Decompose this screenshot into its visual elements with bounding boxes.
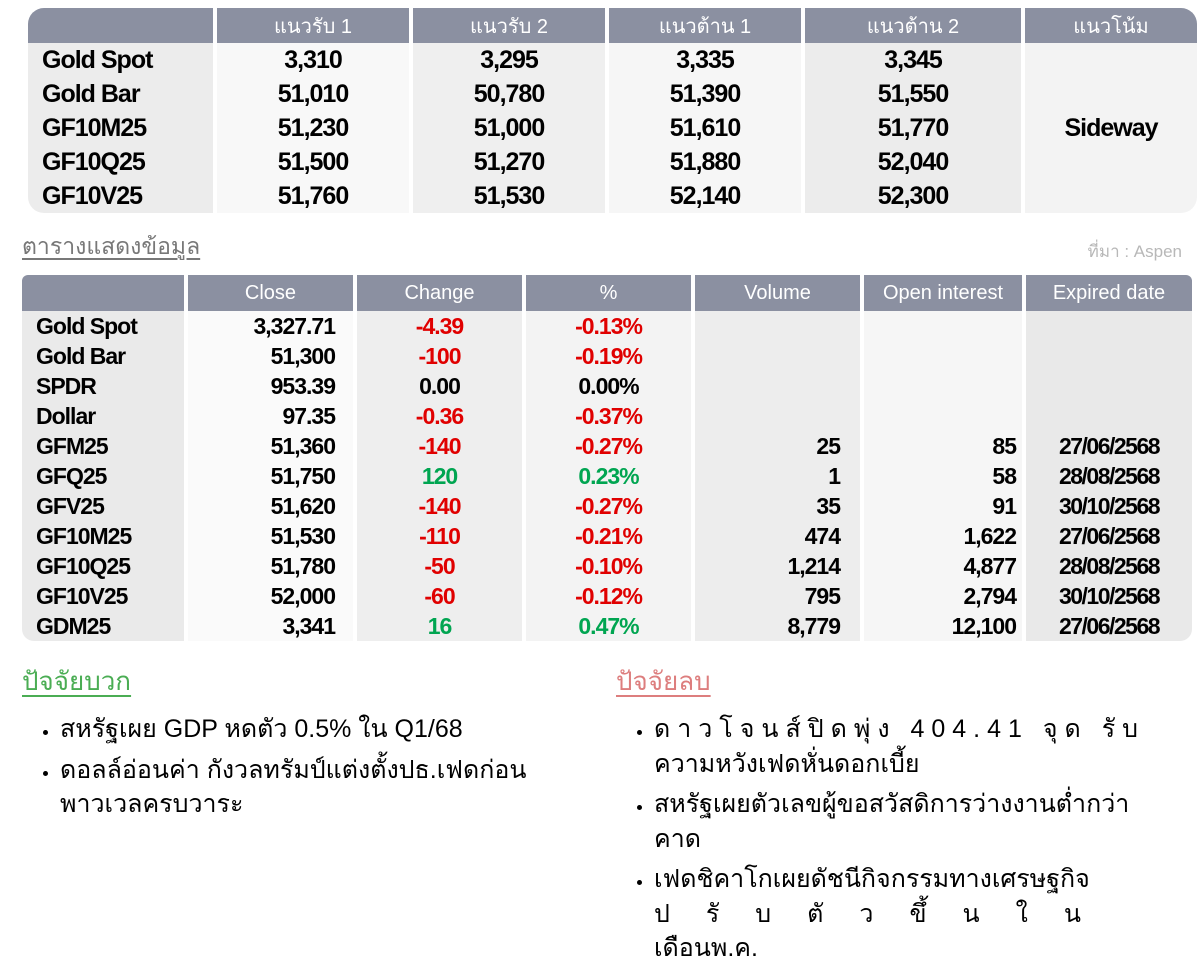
instrument-name-cell: Gold Spot	[22, 311, 184, 341]
close-cell: 51,300	[188, 341, 353, 371]
expired-date-cell	[1026, 401, 1192, 431]
instrument-name-cell: GDM25	[22, 611, 184, 641]
data-table-title: ตารางแสดงข้อมูล	[22, 233, 201, 259]
support-1-cell: 3,310	[217, 43, 409, 77]
open-interest-cell	[864, 371, 1022, 401]
close-cell: 51,530	[188, 521, 353, 551]
expired-date-cell: 28/08/2568	[1026, 551, 1192, 581]
change-cell: 120	[357, 461, 522, 491]
change-cell: -4.39	[357, 311, 522, 341]
close-cell: 51,620	[188, 491, 353, 521]
bullet-line: • ดอลล์อ่อนค่า กังวลทรัมป์แต่งตั้งปธ.เฟดก่อน	[60, 755, 527, 784]
open-interest-cell: 91	[864, 491, 1022, 521]
support-1-cell: 51,230	[217, 111, 409, 145]
positive-factors-list	[22, 712, 588, 822]
dt-header-close: Close	[188, 275, 353, 311]
dt-header-percent: %	[526, 275, 691, 311]
positive-factors-section	[22, 661, 588, 960]
volume-cell: 474	[695, 521, 860, 551]
change-cell: -140	[357, 491, 522, 521]
instrument-name-cell: Gold Bar	[28, 77, 213, 111]
open-interest-cell	[864, 311, 1022, 341]
resistance-2-cell: 51,770	[805, 111, 1021, 145]
open-interest-cell: 85	[864, 431, 1022, 461]
negative-factors-title: ปัจจัยลบ	[616, 666, 711, 696]
resistance-2-cell: 52,300	[805, 179, 1021, 213]
instrument-name-cell: GF10Q25	[22, 551, 184, 581]
instrument-name-cell: Dollar	[22, 401, 184, 431]
levels-header-support-1: แนวรับ 1	[217, 8, 409, 43]
dt-header-expired-date: Expired date	[1026, 275, 1192, 311]
change-cell: -100	[357, 341, 522, 371]
instrument-name-cell: GF10V25	[22, 581, 184, 611]
resistance-2-cell: 52,040	[805, 145, 1021, 179]
open-interest-cell	[864, 341, 1022, 371]
instrument-name-cell: GF10M25	[22, 521, 184, 551]
change-cell: -110	[357, 521, 522, 551]
bullet-line: ความหวังเฟดหั่นดอกเบี้ย	[654, 749, 920, 778]
dt-header-change: Change	[357, 275, 522, 311]
close-cell: 51,360	[188, 431, 353, 461]
volume-cell: 8,779	[695, 611, 860, 641]
expired-date-cell: 27/06/2568	[1026, 611, 1192, 641]
levels-header-trend: แนวโน้ม	[1025, 8, 1197, 43]
negative-factors-section	[616, 661, 1182, 960]
instrument-name-cell: SPDR	[22, 371, 184, 401]
negative-factor-item	[654, 712, 1182, 781]
instrument-name-cell: GF10Q25	[28, 145, 213, 179]
close-cell: 953.39	[188, 371, 353, 401]
support-2-cell: 51,270	[413, 145, 605, 179]
close-cell: 97.35	[188, 401, 353, 431]
expired-date-cell: 30/10/2568	[1026, 491, 1192, 521]
support-1-cell: 51,500	[217, 145, 409, 179]
instrument-name-cell: Gold Spot	[28, 43, 213, 77]
percent-change-cell: -0.21%	[526, 521, 691, 551]
percent-change-cell: -0.13%	[526, 311, 691, 341]
close-cell: 52,000	[188, 581, 353, 611]
bullet-line: • ดาวโจนส์ปิดพุ่ง 404.41 จุด รับ	[654, 715, 1146, 743]
percent-change-cell: -0.27%	[526, 491, 691, 521]
dt-header-volume: Volume	[695, 275, 860, 311]
bullet-line: เดือนพ.ค.	[654, 934, 758, 960]
support-2-cell: 51,000	[413, 111, 605, 145]
dt-header-blank	[22, 275, 184, 311]
open-interest-cell	[864, 401, 1022, 431]
open-interest-cell: 2,794	[864, 581, 1022, 611]
instrument-name-cell: GFV25	[22, 491, 184, 521]
support-1-cell: 51,760	[217, 179, 409, 213]
positive-factor-item	[60, 753, 588, 822]
source-note: ที่มา : Aspen	[1087, 242, 1182, 261]
percent-change-cell: -0.10%	[526, 551, 691, 581]
instrument-name-cell: GFQ25	[22, 461, 184, 491]
support-1-cell: 51,010	[217, 77, 409, 111]
bullet-line: คาด	[654, 824, 701, 853]
resistance-1-cell: 51,610	[609, 111, 801, 145]
volume-cell: 1	[695, 461, 860, 491]
expired-date-cell: 30/10/2568	[1026, 581, 1192, 611]
percent-change-cell: 0.00%	[526, 371, 691, 401]
volume-cell	[695, 371, 860, 401]
close-cell: 51,750	[188, 461, 353, 491]
expired-date-cell: 27/06/2568	[1026, 521, 1192, 551]
resistance-1-cell: 52,140	[609, 179, 801, 213]
levels-header-blank	[28, 8, 213, 43]
volume-cell	[695, 311, 860, 341]
change-cell: 16	[357, 611, 522, 641]
support-2-cell: 51,530	[413, 179, 605, 213]
positive-factor-item	[60, 712, 588, 747]
bullet-line: • เฟดชิคาโกเผยดัชนีกิจกรรมทางเศรษฐกิจ	[654, 865, 1090, 893]
volume-cell: 1,214	[695, 551, 860, 581]
instrument-name-cell: GF10M25	[28, 111, 213, 145]
change-cell: -60	[357, 581, 522, 611]
caption-row	[22, 229, 1182, 265]
volume-cell: 25	[695, 431, 860, 461]
instrument-name-cell: Gold Bar	[22, 341, 184, 371]
instrument-name-cell: GFM25	[22, 431, 184, 461]
resistance-1-cell: 51,390	[609, 77, 801, 111]
support-2-cell: 3,295	[413, 43, 605, 77]
expired-date-cell	[1026, 341, 1192, 371]
open-interest-cell: 1,622	[864, 521, 1022, 551]
levels-header-support-2: แนวรับ 2	[413, 8, 605, 43]
bullet-line: • สหรัฐเผย GDP หดตัว 0.5% ใน Q1/68	[60, 715, 463, 743]
open-interest-cell: 4,877	[864, 551, 1022, 581]
bullet-line: • สหรัฐเผยตัวเลขผู้ขอสวัสดิการว่างงานต่ำกว่า	[654, 790, 1130, 818]
support-2-cell: 50,780	[413, 77, 605, 111]
resistance-2-cell: 51,550	[805, 77, 1021, 111]
close-cell: 51,780	[188, 551, 353, 581]
bullet-line: ปรับตัวขึ้นใน	[654, 899, 1117, 928]
volume-cell: 795	[695, 581, 860, 611]
expired-date-cell	[1026, 311, 1192, 341]
expired-date-cell	[1026, 371, 1192, 401]
levels-table	[28, 8, 1200, 213]
percent-change-cell: -0.12%	[526, 581, 691, 611]
change-cell: 0.00	[357, 371, 522, 401]
change-cell: -140	[357, 431, 522, 461]
percent-change-cell: 0.47%	[526, 611, 691, 641]
close-cell: 3,327.71	[188, 311, 353, 341]
percent-change-cell: -0.37%	[526, 401, 691, 431]
percent-change-cell: -0.27%	[526, 431, 691, 461]
close-cell: 3,341	[188, 611, 353, 641]
open-interest-cell: 12,100	[864, 611, 1022, 641]
levels-header-resistance-1: แนวต้าน 1	[609, 8, 801, 43]
expired-date-cell: 28/08/2568	[1026, 461, 1192, 491]
resistance-1-cell: 51,880	[609, 145, 801, 179]
negative-factor-item	[654, 787, 1182, 856]
resistance-1-cell: 3,335	[609, 43, 801, 77]
instrument-name-cell: GF10V25	[28, 179, 213, 213]
percent-change-cell: 0.23%	[526, 461, 691, 491]
change-cell: -50	[357, 551, 522, 581]
volume-cell	[695, 401, 860, 431]
dt-header-open-interest: Open interest	[864, 275, 1022, 311]
resistance-2-cell: 3,345	[805, 43, 1021, 77]
positive-factors-title: ปัจจัยบวก	[22, 666, 132, 696]
open-interest-cell: 58	[864, 461, 1022, 491]
volume-cell	[695, 341, 860, 371]
trend-cell: Sideway	[1025, 43, 1197, 213]
volume-cell: 35	[695, 491, 860, 521]
negative-factor-item	[654, 862, 1182, 960]
expired-date-cell: 27/06/2568	[1026, 431, 1192, 461]
change-cell: -0.36	[357, 401, 522, 431]
data-table	[22, 275, 1200, 641]
levels-header-resistance-2: แนวต้าน 2	[805, 8, 1021, 43]
factors-section	[22, 661, 1182, 960]
percent-change-cell: -0.19%	[526, 341, 691, 371]
negative-factors-list	[616, 712, 1182, 960]
bullet-line: พาวเวลครบวาระ	[60, 790, 244, 818]
